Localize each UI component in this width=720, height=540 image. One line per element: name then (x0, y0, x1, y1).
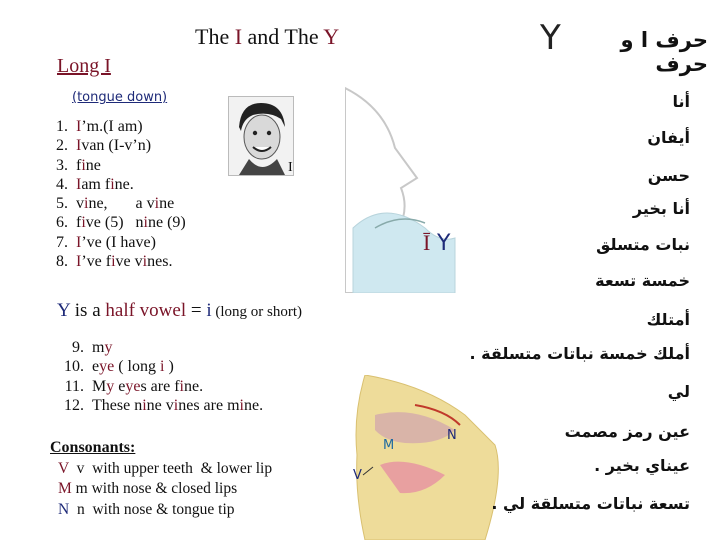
arabic-line: لي (667, 382, 690, 401)
title-y: Y (323, 24, 340, 49)
list-item: 10. e ye ( long i ) (64, 358, 174, 376)
arabic-line: خمسة تسعة (595, 271, 690, 290)
diagram-label-v: V (353, 468, 362, 483)
list-item: 5. v i ne, a v i ne (56, 195, 175, 213)
long-i-list (42, 117, 186, 271)
consonant-row: M m with nose & closed lips (58, 480, 238, 497)
consonants-heading: Consonants: (50, 439, 136, 456)
list-item: 12. These n i ne v i nes are m i ne. (64, 396, 264, 414)
tongue-note: (tongue down) (72, 90, 168, 105)
list-item: 2. I van (I-v’n) (56, 137, 152, 155)
list-item: 7. I ’ve (I have) (56, 233, 156, 251)
arabic-line: أيفان (647, 128, 690, 147)
consonant-row: V v with upper teeth & lower lip (58, 459, 273, 477)
title-pre: The (195, 24, 235, 49)
diagram-label-m: M (383, 438, 395, 453)
list-item: 8. I ’ve f i ve v i nes. (56, 253, 173, 271)
photo-letter: I (288, 160, 293, 175)
consonant-row: N n with nose & tongue tip (58, 500, 235, 518)
list-item: 11. M y e ye s are f i ne. (64, 377, 204, 395)
arabic-line: أنا بخير (632, 199, 690, 218)
mouth-diagram-consonants (345, 375, 505, 540)
diagram-label-i: Ī (423, 230, 431, 255)
title-mid: and The (242, 24, 324, 49)
arabic-line: أنا (672, 92, 690, 111)
arabic-title: حرف ا و حرف (620, 28, 708, 76)
consonants-block (50, 438, 272, 520)
diagram-label-y: Y (437, 231, 451, 256)
half-vowel-list (48, 338, 263, 415)
face-photo (228, 96, 294, 176)
arabic-line: حسن (647, 166, 690, 185)
list-item: 1. I ’m.(I am) (56, 118, 143, 135)
mouth-diagram-i-y (345, 78, 470, 293)
arabic-line: أمتلك (646, 310, 690, 329)
arabic-line: تسعة نباتات متسلقة لي . (491, 494, 690, 513)
arabic-line: عيناي بخير . (594, 456, 690, 475)
long-i-heading: Long I (57, 55, 111, 77)
y-letter: Y (540, 18, 561, 58)
face-photo-graphic (229, 97, 293, 175)
diagram-label-n: N (447, 428, 457, 443)
list-item: 3. f i ne (56, 156, 101, 174)
list-item: 4. I am f i ne. (56, 175, 134, 193)
half-vowel-line: Y is a half vowel = i (long or short) (57, 300, 303, 321)
page-title (195, 24, 339, 50)
list-item: 9. m y (72, 339, 113, 356)
arabic-line: عين رمز مصمت (564, 422, 690, 441)
title-i: I (234, 24, 243, 49)
arabic-line: نبات متسلق (596, 235, 690, 254)
list-item: 6. f i ve (5) n i ne (9) (56, 214, 186, 232)
arabic-line: أملك خمسة نباتات متسلقة . (469, 344, 690, 363)
